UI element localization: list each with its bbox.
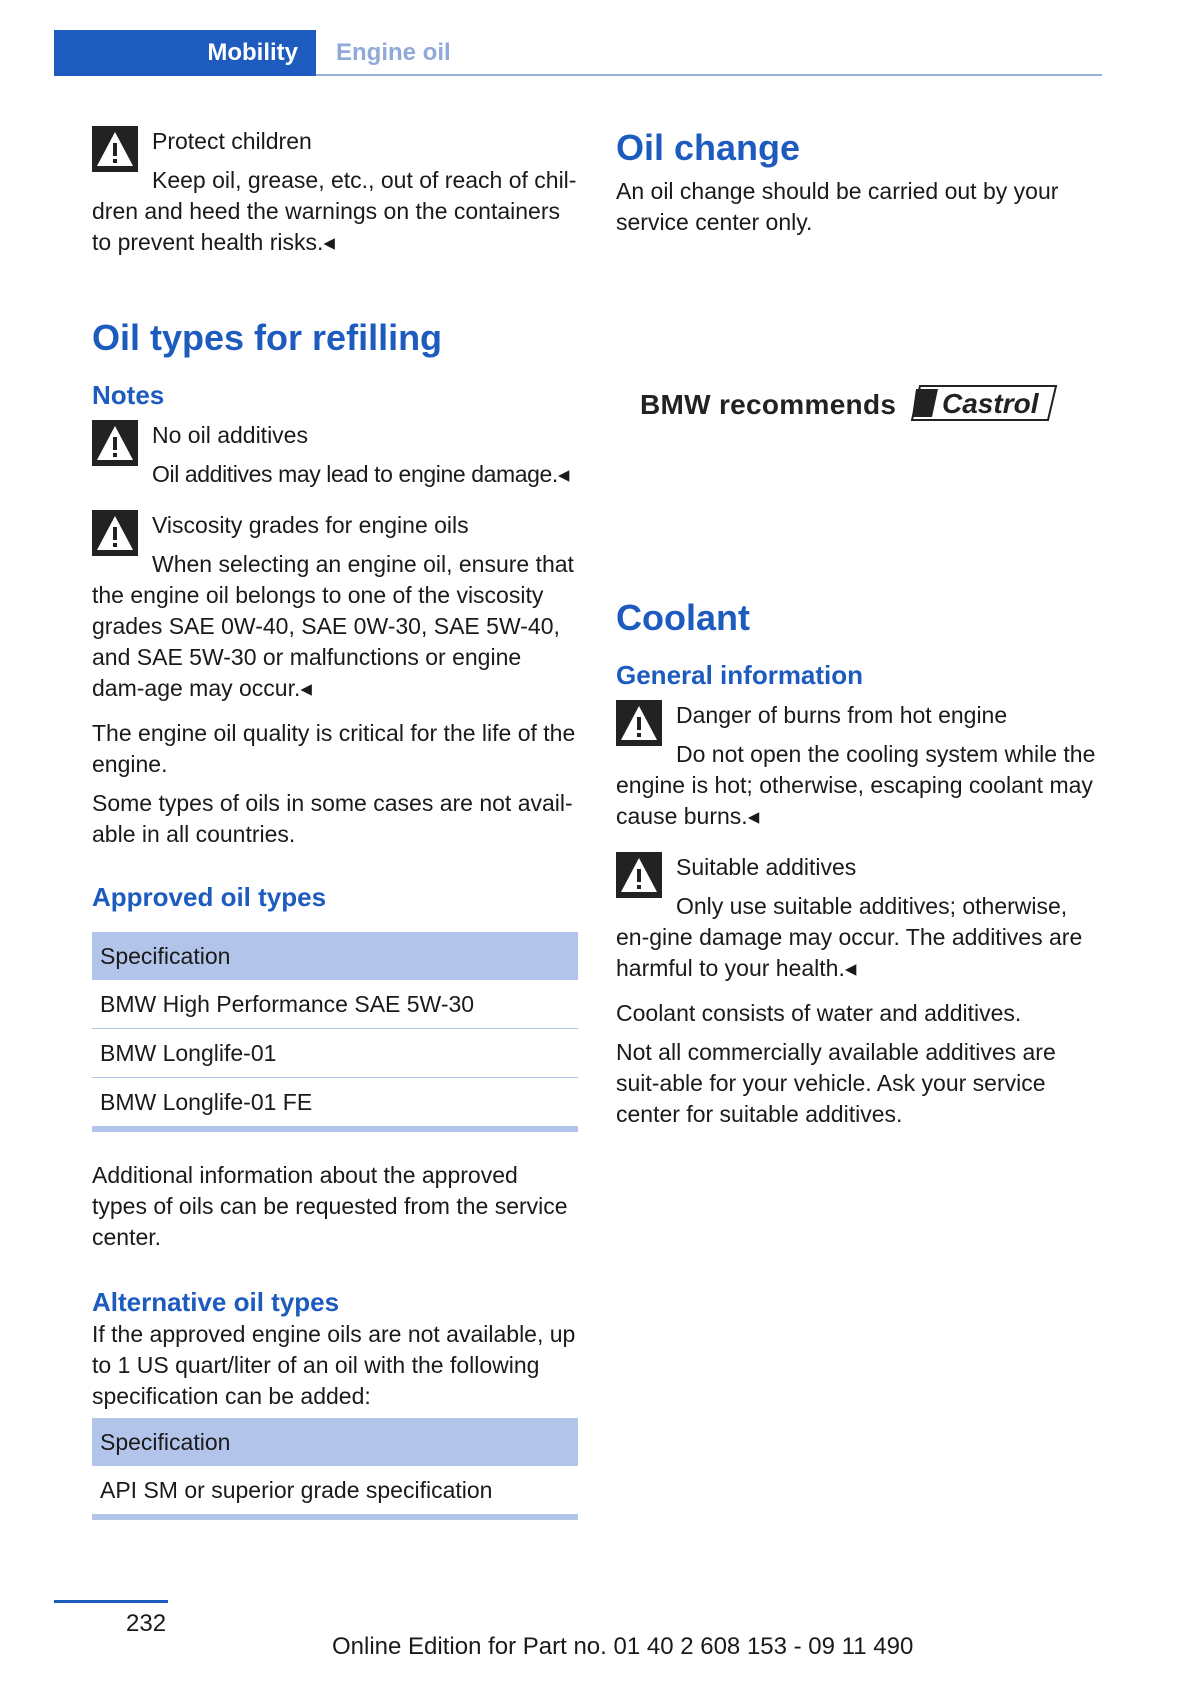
warning-text: When selecting an engine oil, ensure that the engine oil belongs to one of the viscosity grades SAE 0W-40, SAE 0W-30, SAE 5W-40, and SAE 5W-30 or malfunctions or engine dam-age may occur.◂ xyxy=(92,551,574,701)
chapter-title: Engine oil xyxy=(336,39,451,66)
warning-triangle-icon xyxy=(92,510,138,562)
table-cell: API SM or superior grade specification xyxy=(100,1476,493,1503)
section-tab: Mobility xyxy=(54,30,316,76)
warning-text: Keep oil, grease, etc., out of reach of chil-dren and heed the warnings on the containers to prevent health risks.◂ xyxy=(92,167,577,255)
warning-title: Suitable additives xyxy=(676,854,857,880)
bmw-castrol-recommendation xyxy=(640,380,1080,430)
warning-text: Only use suitable additives; otherwise, en-gine damage may occur. The additives are harmful to your health.◂ xyxy=(616,893,1083,981)
heading-alternative-oil-types: Alternative oil types xyxy=(92,1287,340,1317)
warning-viscosity xyxy=(92,510,578,704)
table-cell: BMW High Performance SAE 5W-30 xyxy=(92,980,578,1029)
table-row xyxy=(92,1466,578,1514)
table-header: Specification xyxy=(92,1418,578,1466)
warning-title: No oil additives xyxy=(152,422,308,448)
table-cell: BMW Longlife-01 FE xyxy=(100,1088,313,1115)
table-row xyxy=(92,980,578,1029)
edition-note: Online Edition for Part no. 01 40 2 608 153 - 09 11 490 xyxy=(332,1633,914,1660)
warning-triangle-icon xyxy=(92,420,138,472)
header-divider xyxy=(316,74,1102,76)
warning-title: Viscosity grades for engine oils xyxy=(152,512,469,538)
heading-oil-change: Oil change xyxy=(616,127,801,168)
warning-no-additives xyxy=(92,420,578,490)
availability-paragraph: Some types of oils in some cases are not avail-able in all countries. xyxy=(92,790,573,847)
coolant-section xyxy=(616,596,1102,1138)
additional-info-paragraph: Additional information about the approved types of oils can be requested from the service center. xyxy=(92,1162,568,1250)
warning-title: Danger of burns from hot engine xyxy=(676,702,1008,728)
alternative-oil-table xyxy=(92,1418,578,1514)
warning-text: Do not open the cooling system while the engine is hot; otherwise, escaping coolant may cause burns.◂ xyxy=(616,741,1096,829)
warning-triangle-icon xyxy=(616,852,662,904)
warning-suitable-additives xyxy=(616,852,1102,984)
oil-change-paragraph: An oil change should be carried out by your service center only. xyxy=(616,178,1059,235)
page-header xyxy=(54,30,1102,76)
heading-approved-oil-types: Approved oil types xyxy=(92,882,327,912)
warning-text: Oil additives may lead to engine damage.◂ xyxy=(152,461,570,487)
table-row xyxy=(92,1078,578,1127)
table-header: Specification xyxy=(92,932,578,980)
svg-text:Castrol: Castrol xyxy=(942,387,1039,419)
commercial-additives-paragraph: Not all commercially available additives are suit-able for your vehicle. Ask your service center for suitable additives. xyxy=(616,1039,1056,1127)
heading-oil-types: Oil types for refilling xyxy=(92,317,443,358)
warning-title: Protect children xyxy=(152,128,312,154)
warning-triangle-icon xyxy=(92,126,138,178)
warning-hot-engine xyxy=(616,700,1102,832)
table-row xyxy=(92,1029,578,1078)
page-number: 232 xyxy=(126,1610,167,1637)
heading-notes: Notes xyxy=(92,380,165,410)
heading-general-information: General information xyxy=(616,660,864,690)
quality-paragraph: The engine oil quality is critical for the life of the engine. xyxy=(92,720,576,777)
left-column xyxy=(92,126,578,1520)
bmw-recommends-text: BMW recommends xyxy=(640,389,897,420)
footer-rule xyxy=(54,1600,168,1603)
table-cell: BMW Longlife-01 xyxy=(92,1029,578,1078)
coolant-paragraph: Coolant consists of water and additives. xyxy=(616,1000,1022,1026)
castrol-logo-icon xyxy=(910,383,1060,428)
warning-protect-children xyxy=(92,126,578,258)
warning-triangle-icon xyxy=(616,700,662,752)
right-column xyxy=(616,126,1102,238)
heading-coolant: Coolant xyxy=(616,597,750,638)
approved-oil-table xyxy=(92,932,578,1126)
alternative-paragraph: If the approved engine oils are not available, up to 1 US quart/liter of an oil with the following specification can be added: xyxy=(92,1321,576,1409)
table-end-rule xyxy=(92,1514,578,1520)
